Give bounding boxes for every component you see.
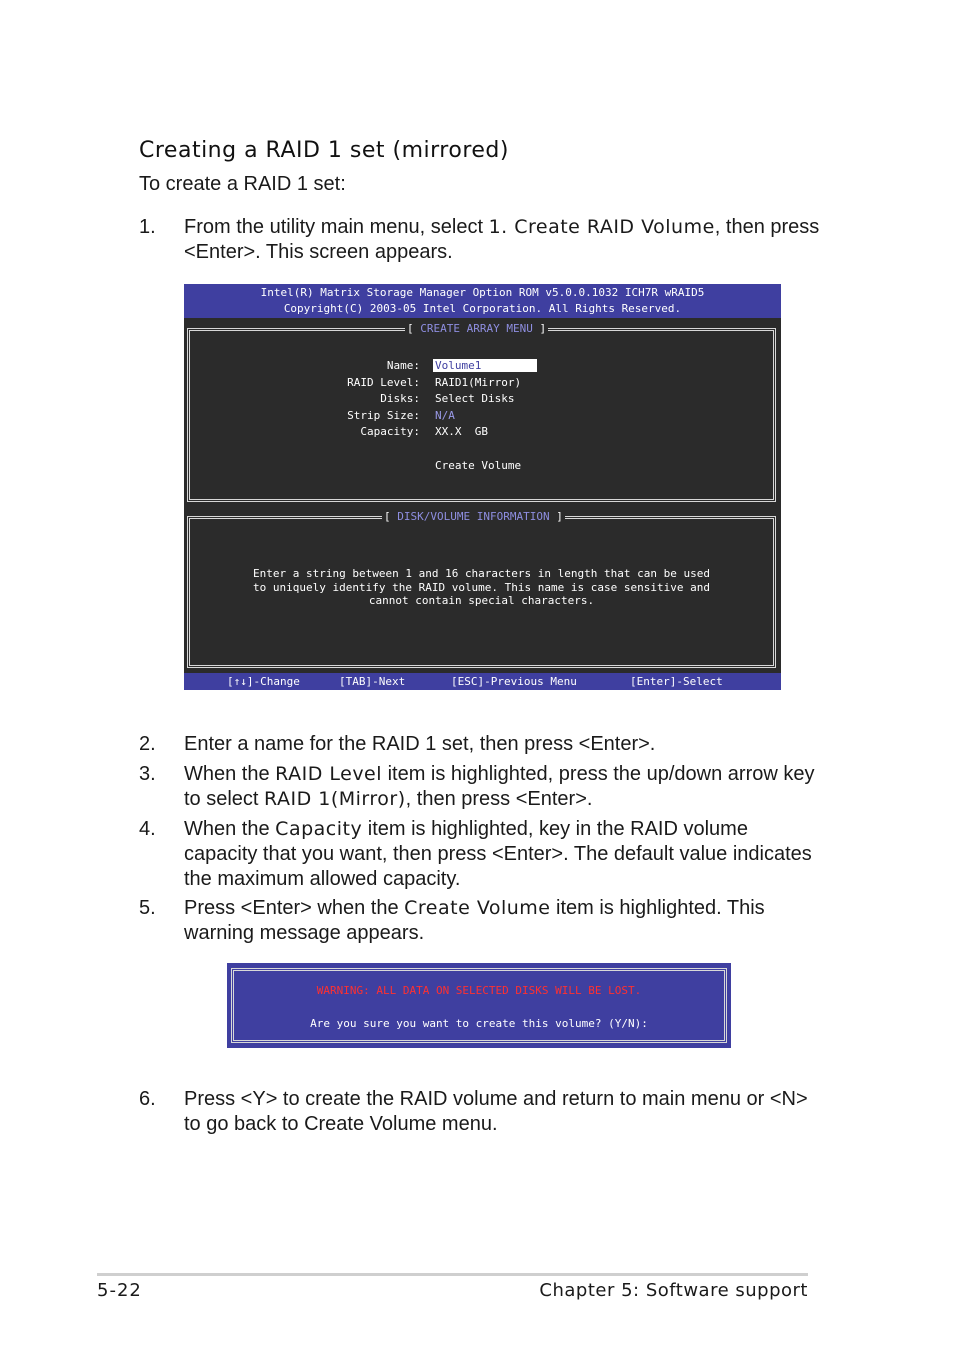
disk-volume-info-panel [187, 510, 776, 668]
step-text: Enter a name for the RAID 1 set, then press <Enter>. [184, 733, 656, 755]
bios-create-array-screen [184, 284, 781, 690]
step-text-part: item is highlighted. This warning message appears. [184, 897, 765, 944]
create-volume-button[interactable]: Create Volume [435, 459, 522, 472]
chapter-title: Chapter 5: Software support [539, 1280, 808, 1301]
page-number: 5-22 [97, 1280, 142, 1301]
warning-message: WARNING: ALL DATA ON SELECTED DISKS WILL BE LOST. [316, 984, 642, 997]
step-text: Press <Y> to create the RAID volume and return to main menu or <N> to go back to Create Volume menu. [184, 1088, 808, 1135]
warning-frame [231, 968, 727, 1043]
step-number: 5. [139, 897, 156, 919]
step-number: 4. [139, 818, 156, 840]
raid-level-field[interactable]: RAID1(Mirror) [435, 376, 522, 389]
step-text-part: , then press <Enter>. [405, 788, 593, 810]
help-line: to uniquely identify the RAID volume. This name is case sensitive and [253, 581, 710, 594]
footer-previous-menu: [ESC]-Previous Menu [451, 675, 577, 688]
disk-volume-info-title: [ DISK/VOLUME INFORMATION ] [384, 510, 563, 523]
step-text [184, 896, 824, 946]
confirm-prompt[interactable]: Are you sure you want to create this volume? (Y/N): [310, 1017, 648, 1030]
help-line: cannot contain special characters. [368, 594, 595, 607]
step-text [184, 762, 824, 812]
help-line: Enter a string between 1 and 16 characters in length that can be used [253, 567, 710, 580]
capacity-field[interactable]: XX.X GB [435, 425, 488, 438]
step-text-part: When the [184, 763, 276, 785]
disks-field[interactable]: Select Disks [435, 392, 515, 405]
step-keyword: 1. Create RAID Volume [488, 216, 715, 238]
name-field[interactable]: Volume1 [433, 359, 537, 372]
step-text-part: Press <Enter> when the [184, 897, 405, 919]
step-number: 1. [139, 216, 156, 238]
bios-header [184, 284, 781, 318]
strip-size-field: N/A [435, 409, 455, 422]
field-label-disks: Disks: [380, 392, 420, 405]
step-text-part: item is highlighted, press the up/down arrow key to select [184, 763, 815, 810]
footer-next: [TAB]-Next [339, 675, 406, 688]
section-title: Creating a RAID 1 set (mirrored) [139, 138, 509, 163]
field-label-capacity: Capacity: [360, 425, 420, 438]
step-keyword: RAID Level [275, 763, 383, 785]
field-label-raid-level: RAID Level: [347, 376, 420, 389]
create-array-title: [ CREATE ARRAY MENU ] [407, 322, 547, 335]
footer-change: [↑↓]-Change [227, 675, 300, 688]
bios-footer [184, 673, 781, 690]
step-number: 2. [139, 733, 156, 755]
step-text-part: , then press <Enter>. This screen appears. [184, 216, 820, 263]
step-text [184, 215, 824, 265]
step-keyword: RAID 1(Mirror) [264, 788, 406, 810]
create-array-title-text: CREATE ARRAY MENU [420, 322, 533, 335]
bios-header-line1: Intel(R) Matrix Storage Manager Option ROM v5.0.0.1032 ICH7R wRAID5 [260, 286, 705, 299]
footer-select: [Enter]-Select [630, 675, 723, 688]
bios-warning-dialog [227, 963, 731, 1048]
step-number: 3. [139, 763, 156, 785]
footer-rule [97, 1273, 808, 1276]
step-keyword: Create Volume [404, 897, 551, 919]
create-array-panel [187, 322, 776, 502]
field-label-name: Name: [386, 359, 420, 372]
step-text [184, 817, 824, 892]
step-keyword: Capacity [275, 818, 363, 840]
step-text-part: From the utility main menu, select [184, 216, 489, 238]
bios-header-line2: Copyright(C) 2003-05 Intel Corporation. All Rights Reserved. [283, 302, 682, 315]
step-text-part: item is highlighted, key in the RAID volume capacity that you want, then press <Enter>. The default value indicates the maximum allowed capacity. [184, 818, 812, 890]
step-text-part: When the [184, 818, 276, 840]
field-label-strip-size: Strip Size: [347, 409, 420, 422]
step-number: 6. [139, 1088, 156, 1110]
disk-volume-info-title-text: DISK/VOLUME INFORMATION [397, 510, 550, 523]
intro-text: To create a RAID 1 set: [139, 173, 346, 195]
